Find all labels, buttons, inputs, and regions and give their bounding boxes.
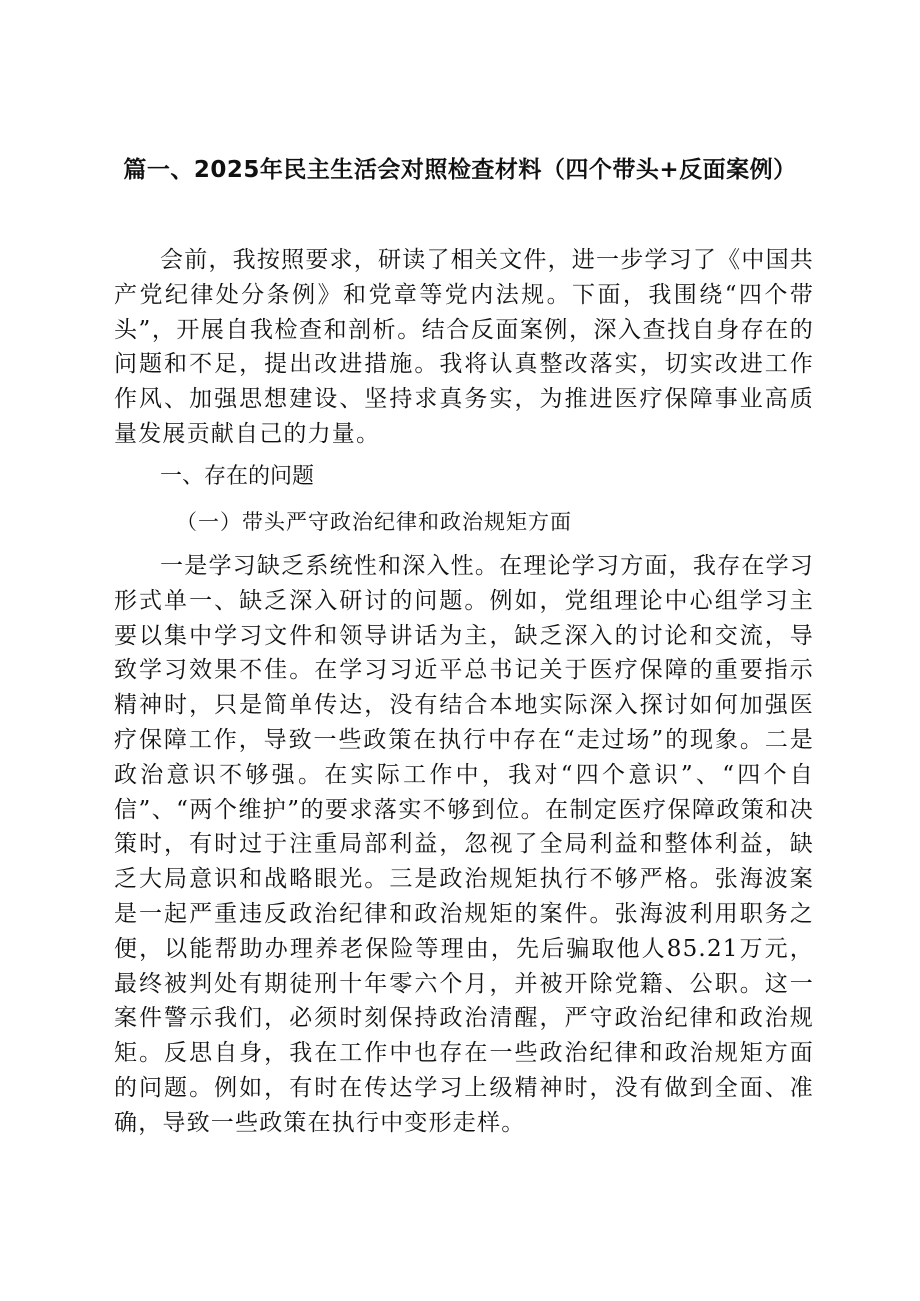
section-body — [114, 549, 814, 1141]
subsection-heading: （一）带头严守政治纪律和政治规矩方面 — [176, 510, 572, 534]
document-title: 篇一、2025年民主生活会对照检查材料（四个带头+反面案例） — [123, 157, 797, 183]
body-paragraph: 一是学习缺乏系统性和深入性。在理论学习方面，我存在学习形式单一、缺乏深入研讨的问题。例如，党组理论中心组学习主要以集中学习文件和领导讲话为主，缺乏深入的讨论和交流，导致学习效果不佳。在学习习近平总书记关于医疗保障的重要指示精神时，只是简单传达，没有结合本地实际深入探讨如何加强医疗保障工作，导致一些政策在执行中存在“走过场”的现象。二是政治意识不够强。在实际工作中，我对“四个意识”、“四个自信”、“两个维护”的要求落实不够到位。在制定医疗保障政策和决策时，有时过于注重局部利益，忽视了全局利益和整体利益，缺乏大局意识和战略眼光。三是政治规矩执行不够严格。张海波案是一起严重违反政治纪律和政治规矩的案件。张海波利用职务之便，以能帮助办理养老保险等理由，先后骗取他人85.21万元，最终被判处有期徒刑十年零六个月，并被开除党籍、公职。这一案件警示我们，必须时刻保持政治清醒，严守政治纪律和政治规矩。反思自身，我在工作中也存在一些政治纪律和政治规矩方面的问题。例如，有时在传达学习上级精神时，没有做到全面、准确，导致一些政策在执行中变形走样。 — [114, 553, 814, 1136]
intro-paragraph — [114, 243, 814, 452]
intro-text: 会前，我按照要求，研读了相关文件，进一步学习了《中国共产党纪律处分条例》和党章等党内法规。下面，我围绕“四个带头”，开展自我检查和剖析。结合反面案例，深入查找自身存在的问题和不足，提出改进措施。我将认真整改落实，切实改进工作作风、加强思想建设、坚持求真务实，为推进医疗保障事业高质量发展贡献自己的力量。 — [114, 247, 814, 447]
section-heading: 一、存在的问题 — [160, 464, 315, 489]
